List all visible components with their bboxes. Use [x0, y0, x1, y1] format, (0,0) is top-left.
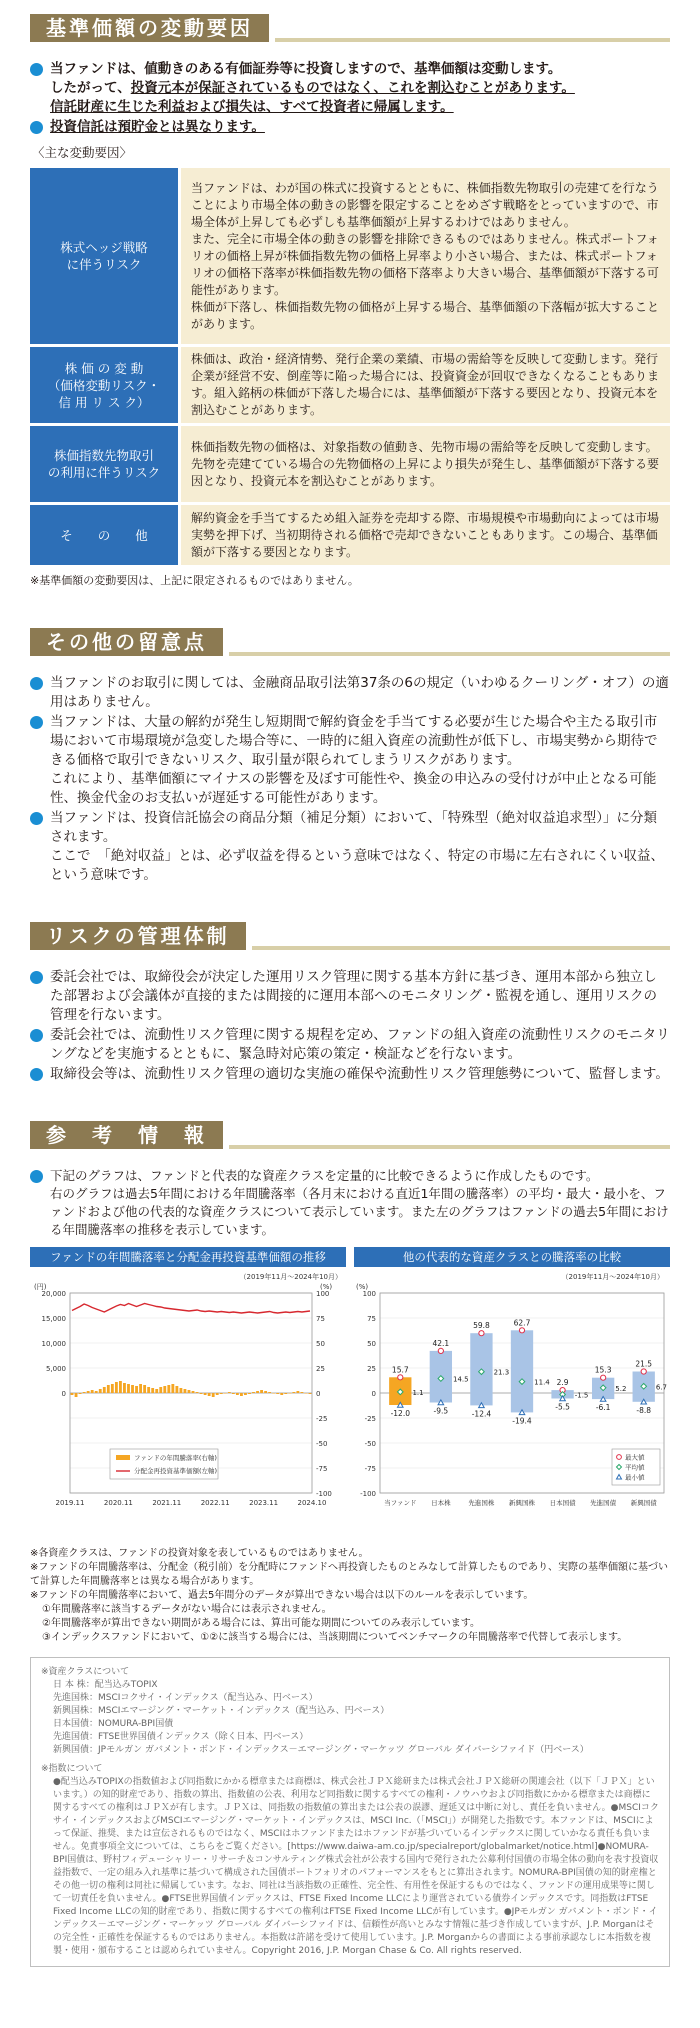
return-bar [127, 1384, 130, 1393]
x-tick-label: 2020.11 [103, 1499, 133, 1507]
return-bar [75, 1393, 78, 1397]
return-bar [171, 1384, 174, 1393]
right-tick-label: -25 [316, 1415, 328, 1423]
category-label: 新興国債 [630, 1499, 657, 1507]
avg-label: 21.3 [493, 1368, 510, 1377]
section-header [30, 922, 670, 956]
legend-label: ファンドの年間騰落率(右軸) [134, 1454, 217, 1462]
min-label: -6.1 [595, 1403, 611, 1413]
return-bar [212, 1393, 215, 1397]
return-bar [256, 1391, 259, 1393]
risk-heading: 株 価 の 変 動 （価格変動リスク・ 信 用 リ ス ク） [30, 347, 178, 423]
footnote: ※基準価額の変動要因は、上記に限定されるものではありません。 [30, 574, 359, 587]
return-bar [272, 1393, 275, 1394]
return-bar [216, 1393, 219, 1395]
y-tick-label: 50 [367, 1340, 376, 1348]
return-bar [284, 1393, 287, 1394]
bullet-item: 取締役会等は、流動性リスク管理の適切な実施の確保や流動性リスク管理態勢について、監督します。 [30, 1065, 670, 1084]
right-chart [354, 1247, 670, 1541]
max-marker [519, 1328, 524, 1333]
bullet-item: 委託会社では、取締役会が決定した運用リスク管理に関する基本方針に基づき、運用本部から独立した部署および会議体が直接的または間接的に運用本部へのモニタリング・監視を通し、運用リスクの管理を行ないます。 [30, 968, 670, 1025]
y-tick-label: -75 [364, 1465, 376, 1473]
min-label: -19.4 [512, 1416, 532, 1426]
return-bar [83, 1392, 86, 1393]
return-bar [175, 1386, 178, 1393]
return-bar [155, 1389, 158, 1393]
max-marker [438, 1348, 443, 1353]
section-header [30, 1121, 670, 1155]
max-label: 2.9 [556, 1378, 569, 1388]
return-bar [184, 1389, 187, 1393]
return-bar [276, 1393, 279, 1394]
charts-row [30, 1247, 670, 1541]
avg-label: 6.7 [655, 1383, 668, 1392]
left-tick-label: 20,000 [41, 1290, 66, 1298]
return-bar [115, 1382, 118, 1393]
bullet-item: 投資信託は預貯金とは異なります。 [30, 118, 670, 137]
return-bar [180, 1388, 183, 1393]
chart-footnotes [30, 1547, 670, 1645]
section-title: 参 考 情 報 [30, 1121, 229, 1149]
page [30, 0, 670, 1967]
category-label: 先進国株 [468, 1499, 495, 1507]
category-label: 日本株 [431, 1499, 451, 1507]
max-label: 59.8 [473, 1321, 490, 1331]
return-bar [135, 1386, 138, 1393]
x-tick-label: 2023.11 [249, 1499, 279, 1507]
category-label: 日本国債 [549, 1499, 576, 1507]
return-bar [301, 1392, 304, 1393]
bullet-item: 当ファンドは、大量の解約が発生し短期間で解約資金を手当てする必要が生じた場合や主たる取引市場において市場環境が急変した場合等に、一時的に組入資産の流動性が低下し、市場実勢から期待できる価格で取引できないリスク、取引量が限られてしまうリスクがあります。 これにより、基準価額にマイナスの影響を及ぼす可能性や、換金の申込みの受付けが中止となる可能性、換金代金のお支払いが遅延する可能性があります。 [30, 713, 670, 808]
return-bar [159, 1387, 162, 1393]
right-tick-label: 50 [316, 1340, 325, 1348]
max-label: 15.3 [594, 1365, 612, 1375]
bullet-item: 当ファンドは、値動きのある有価証券等に投資しますので、基準価額は変動します。 したがって、投資元本が保証されているものではなく、これを割込むことがあります。 信託財産に生じた利益および損失は、すべて投資者に帰属します。 [30, 60, 670, 117]
right-tick-label: -75 [316, 1465, 328, 1473]
avg-label: 1.1 [412, 1388, 424, 1397]
asset-class-item: 先進国株：MSCIコクサイ・インデックス（配当込み、円ベース） [53, 1693, 318, 1703]
return-bar [99, 1389, 102, 1393]
footnote: ※各資産クラスは、ファンドの投資対象を表しているものではありません。 [30, 1548, 369, 1559]
return-bar [244, 1393, 247, 1395]
bullet-icon [30, 1068, 43, 1081]
return-bar [236, 1393, 239, 1395]
bullet-item: 当ファンドは、投資信託協会の商品分類（補足分類）において、「特殊型（絶対収益追求型）」に分類されます。 ここで 「絶対収益」とは、必ず収益を得るという意味ではなく、特定の市場に左右されにくい収益、という意味です。 [30, 809, 670, 885]
return-bar [264, 1391, 267, 1393]
return-bar [147, 1387, 150, 1393]
risk-table [30, 165, 670, 568]
return-bar [103, 1387, 106, 1393]
max-label: 21.5 [635, 1359, 653, 1369]
asset-class-item: 先進国債：FTSE世界国債インデックス（除く日本、円ベース） [53, 1732, 309, 1742]
return-bar [280, 1393, 283, 1395]
return-bar [240, 1393, 243, 1396]
left-axis-unit: (円) [34, 1283, 47, 1291]
return-bar [91, 1390, 94, 1393]
risk-description: 当ファンドは、わが国の株式に投資するとともに、株価指数先物取引の売建てを行なうことにより市場全体の動きの影響を限定することをめざす戦略をとっていますので、市場全体が上昇しても必ずしも基準価額が上昇するわけではありません。 また、完全に市場全体の動きの影響を排除できるものではありません。株式ポートフォリオの価格上昇が株価指数先物の価格上昇率より小さい場合、または、株式ポートフォリオの価格下落率が株価指数先物の価格下落率より大きい場合、基準価額が下落する可能性があります。 株価が下落し、株価指数先物の価格が上昇する場合、基準価額の下落幅が拡大することがあります。 [178, 168, 670, 344]
max-label: 62.7 [513, 1318, 531, 1328]
right-tick-label: -100 [316, 1490, 332, 1498]
return-bar [71, 1393, 74, 1395]
y-tick-label: -50 [364, 1440, 376, 1448]
return-bar [192, 1391, 195, 1393]
max-marker [398, 1375, 403, 1380]
info-heading: ※資産クラスについて [41, 1667, 130, 1677]
right-tick-label: 25 [316, 1365, 325, 1373]
legend-label: 最大値 [625, 1453, 645, 1462]
x-tick-label: 2022.11 [200, 1499, 230, 1507]
return-bar [248, 1393, 251, 1394]
return-bar [292, 1392, 295, 1393]
chart-title: 他の代表的な資産クラスとの騰落率の比較 [354, 1247, 670, 1267]
footnote: ②年間騰落率が算出できない期間がある場合には、算出可能な期間についてのみ表示しています。 [42, 1618, 480, 1629]
return-bar [151, 1388, 154, 1393]
return-bar [220, 1393, 223, 1394]
min-label: -9.5 [433, 1406, 449, 1416]
period-label: （2019年11月～2024年10月） [239, 1273, 342, 1281]
avg-label: -1.5 [574, 1391, 589, 1400]
return-bar [123, 1383, 126, 1393]
left-tick-label: 15,000 [41, 1315, 66, 1323]
return-bar [224, 1393, 227, 1394]
category-label: 先進国債 [590, 1499, 617, 1507]
max-marker [641, 1369, 646, 1374]
return-bar [260, 1390, 263, 1393]
return-bar [107, 1385, 110, 1393]
min-label: -12.0 [390, 1409, 410, 1418]
bullet-icon [30, 121, 43, 134]
legend-bar-swatch [116, 1455, 130, 1460]
legend-label: 平均値 [625, 1463, 645, 1472]
return-bar [111, 1384, 114, 1393]
return-bar [167, 1385, 170, 1393]
avg-label: 14.5 [453, 1375, 469, 1384]
risk-heading: 株価指数先物取引 の利用に伴うリスク [30, 426, 178, 502]
return-bar [252, 1392, 255, 1393]
y-tick-label: 0 [371, 1390, 376, 1398]
risk-description: 解約資金を手当てするため組入証券を売却する際、市場規模や市場動向によっては市場実勢を押下げ、当初期待される価格で売却できないこともあります。この場合、基準価額が下落する要因となります。 [178, 505, 670, 565]
range-bar [511, 1330, 533, 1412]
left-chart-svg [30, 1267, 346, 1537]
avg-label: 11.4 [534, 1378, 550, 1387]
left-chart [30, 1247, 346, 1541]
right-tick-label: 100 [316, 1290, 330, 1298]
nav-line [72, 1304, 310, 1314]
return-bar [309, 1393, 312, 1394]
return-bar [139, 1384, 142, 1393]
footnote: ①年間騰落率に該当するデータがない場合には表示されません。 [42, 1604, 332, 1615]
bullet-icon [30, 1170, 43, 1183]
return-bar [208, 1393, 211, 1396]
section-header [30, 14, 670, 48]
right-axis-unit: (%) [320, 1283, 333, 1291]
left-tick-label: 5,000 [45, 1365, 66, 1373]
min-label: -12.4 [471, 1409, 492, 1419]
x-tick-label: 2021.11 [152, 1499, 182, 1507]
return-bar [200, 1393, 203, 1394]
right-tick-label: 0 [316, 1390, 321, 1398]
return-bar [143, 1385, 146, 1393]
bullet-item: 委託会社では、流動性リスク管理に関する規程を定め、ファンドの組入資産の流動性リスクのモニタリングなどを実施するとともに、緊急時対応策の策定・検証などを行ないます。 [30, 1026, 670, 1064]
bullet-item: 下記のグラフは、ファンドと代表的な資産クラスを定量的に比較できるように作成したものです。 右のグラフは過去5年間における年間騰落率（各月末における直近1年間の騰落率）の平均・最大・最小を、ファンドおよび他の代表的な資産クラスについて表示しています。また左のグラフはファンドの過去5年間における年間騰落率の推移を表示しています。 [30, 1167, 670, 1239]
asset-class-item: 新興国株：MSCIエマージング・マーケット・インデックス（配当込み、円ベース） [53, 1706, 390, 1716]
return-bar [79, 1393, 82, 1394]
max-label: 15.7 [391, 1365, 409, 1375]
category-label: 新興国株 [509, 1499, 535, 1507]
legend-label: 分配金再投資基準価額(左軸) [134, 1467, 218, 1475]
legend-label: 最小値 [625, 1473, 645, 1482]
bullet-icon [30, 812, 43, 825]
return-bar [296, 1391, 299, 1393]
return-bar [87, 1391, 90, 1393]
right-tick-label: -50 [316, 1440, 328, 1448]
max-marker [479, 1331, 484, 1336]
axis-unit: (%) [356, 1283, 369, 1291]
section-title: 基準価額の変動要因 [30, 14, 275, 42]
bullet-icon [30, 971, 43, 984]
y-tick-label: 75 [367, 1315, 376, 1323]
left-tick-label: 10,000 [41, 1340, 66, 1348]
table-row [30, 426, 670, 502]
left-tick-label: 0 [61, 1390, 66, 1398]
asset-class-item: 新興国債：JPモルガン ガバメント・ボンド・インデックス－エマージング・マーケッツ グローバル ダイバーシファイド（円ベース） [53, 1745, 589, 1755]
right-tick-label: 75 [316, 1315, 325, 1323]
bullet-icon [30, 677, 43, 690]
period-label: （2019年11月～2024年10月） [561, 1273, 664, 1281]
risk-heading: 株式ヘッジ戦略 に伴うリスク [30, 168, 178, 344]
risk-description: 株価は、政治・経済情勢、発行企業の業績、市場の需給等を反映して変動します。発行企業が経営不安、倒産等に陥った場合には、投資資金が回収できなくなることもあります。組入銘柄の株価が下落した場合には、基準価額が下落する要因となり、投資元本を割込むことがあります。 [178, 347, 670, 423]
index-disclaimer: ●配当込みTOPIXの指数値および同指数にかかる標章または商標は、株式会社ＪＰＸ総研または株式会社ＪＰＸ総研の関連会社（以下「ＪＰＸ」といいます。）の知的財産であり、指数の算出、指数値の公表、利用など同指数に関するすべての権利・ノウハウおよび同指数にかかる標章または商標に関するすべての権利はＪＰＸが有します。ＪＰＸは、同指数の指数値の算出または公表の誤謬、遅延又は中断に対し、責任を負いません。●MSCIコクサイ・インデックスおよびMSCIエマージング・マーケット・インデックスは、MSCI Inc.（「MSCI」）が開発した指数です。本ファンドは、MSCIによって保証、推奨、または宣伝されるものではなく、MSCIはホファンドまたはホファンドが基づいているインデックスに関していかなる責任も負いません。免責事項全文については、こちらをご覧ください。[https://www.daiwa-am.co.jp/specialreport/globalmarket/notice.html]●NOMURA-BPI国債は、野村フィデューシャリー・リサーチ＆コンサルティング株式会社が公表する国内で発行された公募利付国債の市場全体の動向を表す投資収益指数で、一定の組み入れ基準に基づいて構成された国債ポートフォリオのパフォーマンスをもとに算出されます。NOMURA-BPI国債の知的財産権とその他一切の権利は同社に帰属しています。なお、同社は当該指数の正確性、完全性、有用性を保証するものではなく、ファンドの運用成果等に関して一切責任を負いません。●FTSE世界国債インデックスは、FTSE Fixed Income LLCにより運営されている債券インデックスです。同指数はFTSE Fixed Income LLCの知的財産であり、指数に関するすべての権利はFTSE Fixed Income LLCが有しています。●JPモルガン ガバメント・ボンド・インデックス－エマージング・マーケッツ グローバル ダイバーシファイドは、信頼性が高いとみなす情報に基づき作成していますが、J.P. Morganはその完全性・正確性を保証するものではありません。本指数は許諾を受けて使用しています。J.P. Morganからの書面による事前承認なしに本指数を複製・使用・頒布することは認められていません。Copyright 2016, J.P. Morgan Chase & Co. All rights reserved. [53, 1777, 659, 1956]
info-box [30, 1657, 670, 1967]
max-marker [601, 1375, 606, 1380]
y-tick-label: 100 [362, 1290, 376, 1298]
avg-label: 5.2 [615, 1384, 627, 1393]
max-label: 42.1 [432, 1338, 450, 1348]
return-bar [268, 1392, 271, 1393]
right-chart-svg [354, 1267, 670, 1537]
return-bar [131, 1385, 134, 1393]
return-bar [188, 1390, 191, 1393]
return-bar [305, 1393, 308, 1394]
x-tick-label: 2024.10 [297, 1499, 327, 1507]
table-row [30, 168, 670, 344]
return-bar [204, 1393, 207, 1395]
min-label: -5.5 [555, 1402, 570, 1412]
footnote: ※ファンドの年間騰落率は、分配金（税引前）を分配時にファンドへ再投資したものとみなして計算したものであり、実際の基準価額に基づいて計算した年間騰落率とは異なる場合があります。 [30, 1562, 668, 1587]
footnote: ※ファンドの年間騰落率において、過去5年間分のデータが算出できない場合は以下のルールを表示しています。 [30, 1590, 534, 1601]
info-heading: ※指数について [41, 1764, 103, 1774]
return-bar [228, 1392, 231, 1393]
asset-class-item: 日 本 株：配当込みTOPIX [53, 1680, 158, 1690]
table-row [30, 505, 670, 565]
bullet-icon [30, 63, 43, 76]
return-bar [95, 1391, 98, 1393]
return-bar [232, 1393, 235, 1394]
section-header [30, 628, 670, 662]
subheading: 〈主な変動要因〉 [32, 145, 133, 160]
section-title: リスクの管理体制 [30, 922, 252, 950]
return-bar [196, 1392, 199, 1393]
section-title: その他の留意点 [30, 628, 229, 656]
min-label: -8.8 [636, 1405, 652, 1415]
category-label: 当ファンド [384, 1499, 417, 1507]
bullet-icon [30, 716, 43, 729]
y-tick-label: -25 [364, 1415, 376, 1423]
chart-title: ファンドの年間騰落率と分配金再投資基準価額の推移 [30, 1247, 346, 1267]
footnote: ③インデックスファンドにおいて、①②に該当する場合には、当該期間についてベンチマークの年間騰落率で代替して表示します。 [42, 1632, 628, 1643]
return-bar [119, 1381, 122, 1393]
x-tick-label: 2019.11 [55, 1499, 85, 1507]
risk-heading: そ の 他 [30, 505, 178, 565]
legend-max-swatch [617, 1455, 622, 1460]
y-tick-label: -100 [360, 1490, 376, 1498]
bullet-icon [30, 1029, 43, 1042]
asset-class-item: 日本国債：NOMURA-BPI国債 [53, 1719, 174, 1729]
y-tick-label: 25 [367, 1365, 376, 1373]
bullet-item: 当ファンドのお取引に関しては、金融商品取引法第37条の6の規定（いわゆるクーリング・オフ）の適用はありません。 [30, 674, 670, 712]
table-row [30, 347, 670, 423]
return-bar [288, 1393, 291, 1394]
risk-description: 株価指数先物の価格は、対象指数の値動き、先物市場の需給等を反映して変動します。先物を売建てている場合の先物価格の上昇により損失が発生し、基準価額が下落する要因となり、投資元本を割込むことがあります。 [178, 426, 670, 502]
return-bar [163, 1386, 166, 1393]
